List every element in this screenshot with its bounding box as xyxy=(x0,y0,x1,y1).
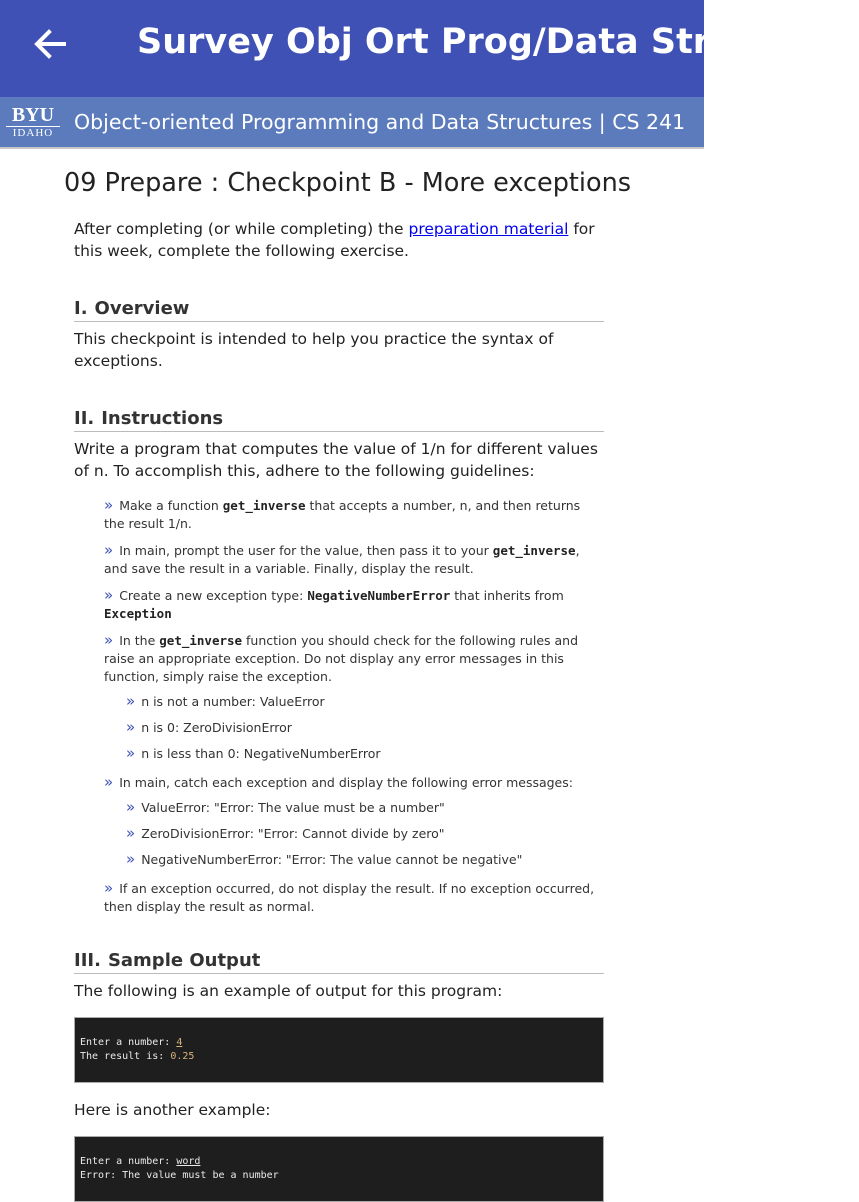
rule-0: n is not a number: ValueError xyxy=(141,694,325,709)
rule-list xyxy=(104,692,604,763)
b6-text: If an exception occurred, do not display the result. If no exception occurred, then display the result as normal. xyxy=(104,881,595,914)
arrow-left-icon[interactable] xyxy=(30,24,70,64)
app-bar xyxy=(0,0,859,97)
terminal-prompt: Enter a number: xyxy=(80,1037,177,1048)
instructions-number: II. xyxy=(74,408,95,429)
byu-idaho-logo xyxy=(6,105,60,139)
course-title: Object-oriented Programming and Data Structures | CS 241 xyxy=(74,110,686,134)
bullet-icon: » xyxy=(126,744,136,762)
page-title: 09 Prepare : Checkpoint B - More exceptions xyxy=(64,168,632,198)
b4-pre: In the xyxy=(119,633,160,648)
rule-2: n is less than 0: NegativeNumberError xyxy=(141,746,381,761)
list-item xyxy=(126,850,604,869)
b4-post: function you should check for the following rules and raise an appropriate exception. Do not display any error messages in this function, simply raise the exception. xyxy=(104,633,579,684)
overview-number: I. xyxy=(74,298,88,319)
sample-heading-text: Sample Output xyxy=(107,950,261,971)
bullet-icon: » xyxy=(104,879,114,897)
b3-code: NegativeNumberError xyxy=(307,588,451,603)
list-item xyxy=(104,631,604,763)
instructions-text: Write a program that computes the value of 1/n for different values of n. To accomplish this, adhere to the following guidelines: xyxy=(74,440,598,480)
terminal-result-label: The result is: xyxy=(80,1051,171,1062)
terminal-line xyxy=(80,1036,598,1050)
message-0: ValueError: "Error: The value must be a number" xyxy=(141,800,445,815)
terminal-line xyxy=(80,1155,598,1169)
list-item xyxy=(126,692,604,711)
b3-pre: Create a new exception type: xyxy=(119,588,308,603)
b1-pre: Make a function xyxy=(119,498,223,513)
instructions-heading-text: Instructions xyxy=(101,408,224,429)
b2-pre: In main, prompt the user for the value, then pass it to your xyxy=(119,543,493,558)
list-item xyxy=(126,824,604,843)
bullet-icon: » xyxy=(104,541,114,559)
list-item xyxy=(104,586,604,623)
sample-text: The following is an example of output for this program: xyxy=(74,982,503,1000)
list-item xyxy=(126,744,604,763)
preparation-material-link[interactable]: preparation material xyxy=(408,220,569,238)
intro-before: After completing (or while completing) the xyxy=(74,220,409,238)
b2-post: , and save the result in a variable. Finally, display the result. xyxy=(104,543,580,576)
b5-text: In main, catch each exception and display the following error messages: xyxy=(119,775,573,790)
terminal-result: 0.25 xyxy=(170,1051,195,1062)
course-banner xyxy=(0,97,704,149)
bullet-icon: » xyxy=(104,631,114,649)
sample-heading xyxy=(74,950,604,974)
rule-1: n is 0: ZeroDivisionError xyxy=(141,720,292,735)
message-2: NegativeNumberError: "Error: The value cannot be negative" xyxy=(141,852,523,867)
main-content xyxy=(64,150,632,1202)
intro-paragraph xyxy=(74,218,604,262)
instruction-list xyxy=(74,496,604,916)
overview-text: This checkpoint is intended to help you practice the syntax of exceptions. xyxy=(74,330,554,370)
b1-code: get_inverse xyxy=(222,498,306,513)
b3-code2: Exception xyxy=(104,606,172,621)
sample-number: III. xyxy=(74,950,101,971)
bullet-icon: » xyxy=(126,798,136,816)
bullet-icon: » xyxy=(126,718,136,736)
list-item xyxy=(104,541,604,578)
bullet-icon: » xyxy=(104,586,114,604)
b2-code: get_inverse xyxy=(492,543,576,558)
logo-bottom: IDAHO xyxy=(6,126,60,139)
bullet-icon: » xyxy=(126,824,136,842)
terminal-input: 4 xyxy=(176,1037,183,1048)
terminal-prompt: Enter a number: xyxy=(80,1156,177,1167)
logo-top: BYU xyxy=(11,104,55,126)
message-1: ZeroDivisionError: "Error: Cannot divide by zero" xyxy=(141,826,445,841)
bullet-icon: » xyxy=(104,773,114,791)
terminal-input: word xyxy=(176,1156,201,1167)
b3-mid: that inherits from xyxy=(450,588,564,603)
terminal-line xyxy=(80,1169,598,1183)
intro-after: for this week, complete the following exercise. xyxy=(74,220,595,260)
bullet-icon: » xyxy=(104,496,114,514)
list-item xyxy=(126,718,604,737)
bullet-icon: » xyxy=(126,850,136,868)
instructions-heading xyxy=(74,408,604,432)
sample-output-terminal-2 xyxy=(74,1136,604,1202)
list-item xyxy=(104,773,604,869)
overview-heading-text: Overview xyxy=(94,298,190,319)
list-item xyxy=(104,879,604,916)
sample-output-terminal-1 xyxy=(74,1017,604,1083)
app-title: Survey Obj Ort Prog/Data Structures xyxy=(137,22,859,62)
another-example-text: Here is another example: xyxy=(74,1101,271,1119)
terminal-line xyxy=(80,1050,598,1064)
overview-heading xyxy=(74,298,604,322)
b4-code: get_inverse xyxy=(159,633,243,648)
list-item xyxy=(126,798,604,817)
message-list xyxy=(104,798,604,869)
b1-post: that accepts a number, n, and then returns the result 1/n. xyxy=(104,498,581,531)
list-item xyxy=(104,496,604,533)
terminal-error: Error: The value must be a number xyxy=(80,1170,279,1181)
bullet-icon: » xyxy=(126,692,136,710)
